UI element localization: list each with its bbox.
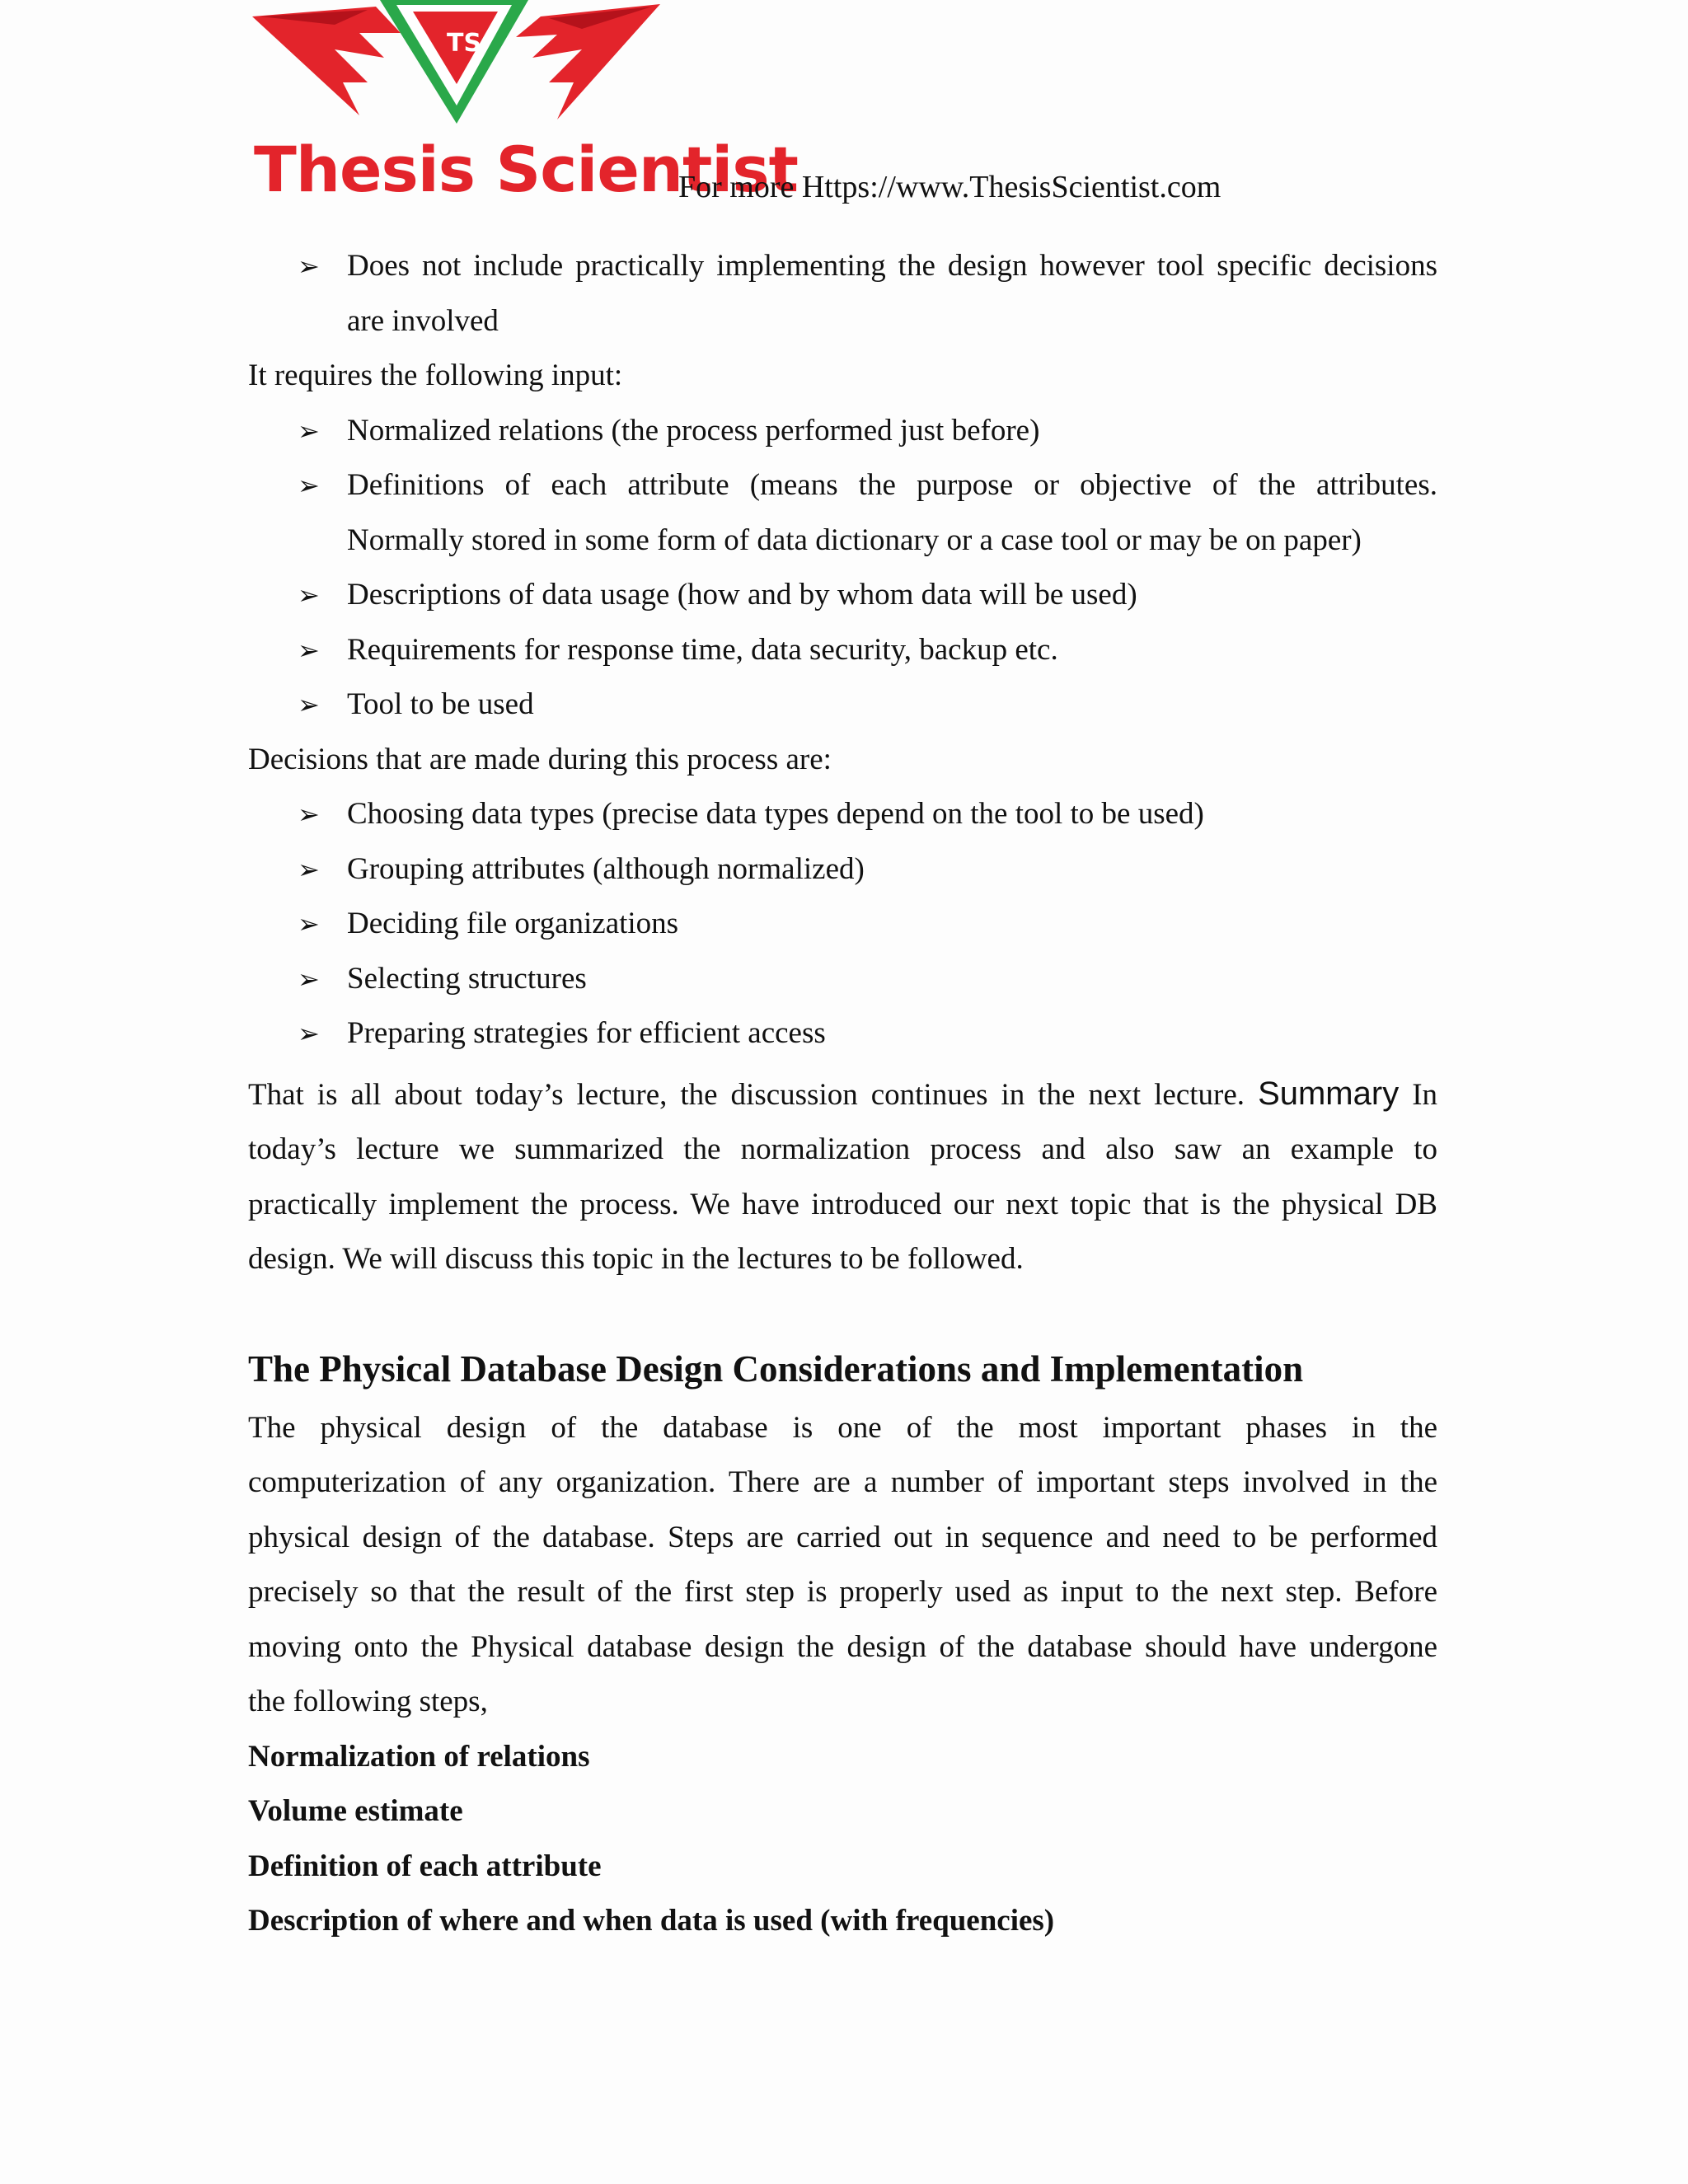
logo-monogram: TS (447, 29, 482, 58)
summary-line: design. We will discuss this topic in the lectures to be followed. (248, 1242, 1024, 1276)
paragraph-line: The physical design of the database is one of the most important phases in the (248, 1410, 1437, 1445)
paragraph-line: computerization of any organization. There are a number of important steps involved in the (248, 1465, 1437, 1499)
brand-name: Thesis Scientist (254, 133, 798, 206)
thesis-scientist-logo (244, 0, 798, 214)
list-item: ➢ Descriptions of data usage (how and by whom data will be used) (248, 568, 1437, 623)
input-heading: It requires the following input: (248, 359, 623, 392)
step-item: Volume estimate (248, 1794, 463, 1828)
intro-bullet: ➢ Does not include practically implementing the design however tool specific decisions (248, 239, 1437, 294)
paragraph-line: moving onto the Physical database design the design of the database should have undergone (248, 1629, 1437, 1664)
arrow-bullet-icon: ➢ (298, 908, 320, 940)
summary-line: today’s lecture we summarized the normalization process and also saw an example to (248, 1132, 1437, 1166)
step-item: Description of where and when data is used (with frequencies) (248, 1904, 1055, 1938)
arrow-bullet-icon: ➢ (298, 689, 320, 720)
summary-line: That is all about today’s lecture, the discussion continues in the next lecture. Summary In (248, 1075, 1438, 1112)
list-item: ➢ Deciding file organizations (248, 897, 1437, 952)
list-item: ➢ Definitions of each attribute (means the purpose or objective of the attributes. (248, 458, 1437, 513)
paragraph-line: the following steps, (248, 1685, 488, 1718)
decisions-heading: Decisions that are made during this process are: (248, 742, 832, 776)
summary-line: practically implement the process. We have introduced our next topic that is the physical DB (248, 1187, 1437, 1221)
list-item: ➢ Requirements for response time, data security, backup etc. (248, 623, 1437, 678)
list-item: ➢ Selecting structures (248, 952, 1437, 1007)
winged-triangle-emblem (244, 0, 673, 140)
arrow-bullet-icon: ➢ (298, 251, 320, 282)
header-website-link[interactable]: For more Https://www.ThesisScientist.com (678, 170, 1221, 204)
step-item: Normalization of relations (248, 1739, 590, 1774)
arrow-bullet-icon: ➢ (298, 853, 320, 885)
arrow-bullet-icon: ➢ (298, 1018, 320, 1049)
paragraph-line: precisely so that the result of the first step is properly used as input to the next step. Before (248, 1575, 1437, 1609)
step-item: Definition of each attribute (248, 1849, 602, 1883)
list-item-continuation: Normally stored in some form of data dictionary or a case tool or may be on paper) (347, 523, 1362, 557)
arrow-bullet-icon: ➢ (298, 963, 320, 995)
arrow-bullet-icon: ➢ (298, 634, 320, 666)
paragraph-line: physical design of the database. Steps are carried out in sequence and need to be performed (248, 1520, 1437, 1554)
arrow-bullet-icon: ➢ (298, 470, 320, 501)
list-item: ➢ Preparing strategies for efficient access (248, 1006, 1437, 1062)
section-title: The Physical Database Design Considerations and Implementation (248, 1347, 1304, 1390)
list-item: ➢ Tool to be used (248, 677, 1437, 733)
intro-bullet-continuation: are involved (347, 303, 499, 338)
list-item: ➢ Normalized relations (the process performed just before) (248, 404, 1437, 459)
list-item: ➢ Choosing data types (precise data types depend on the tool to be used) (248, 787, 1437, 842)
summary-label: Summary (1258, 1075, 1400, 1112)
arrow-bullet-icon: ➢ (298, 579, 320, 611)
list-item: ➢ Grouping attributes (although normalized) (248, 842, 1437, 898)
arrow-bullet-icon: ➢ (298, 799, 320, 830)
arrow-bullet-icon: ➢ (298, 415, 320, 447)
document-body (248, 239, 1437, 1949)
